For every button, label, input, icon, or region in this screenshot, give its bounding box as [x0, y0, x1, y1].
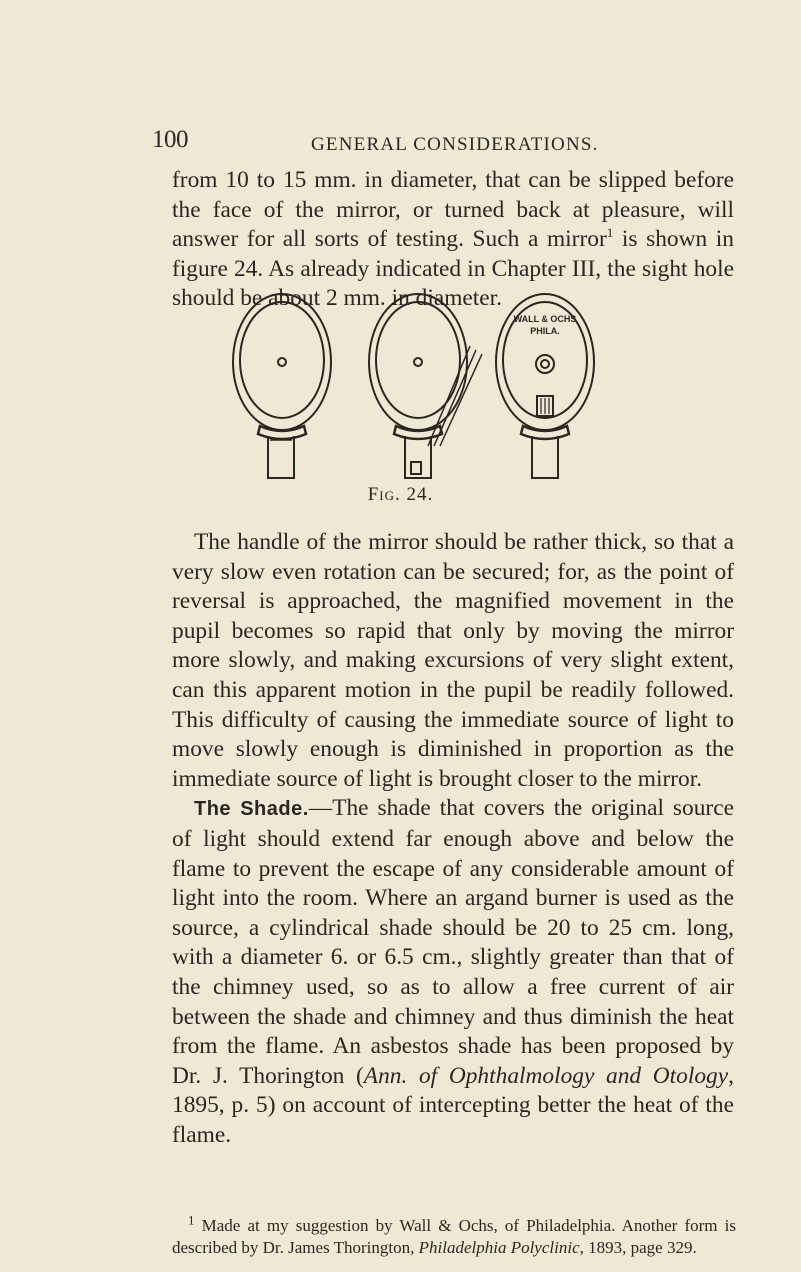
- footnote-text-a: Made at my suggestion by Wall & Ochs, of Philadelphia. Another form is described by Dr. James Thorington,: [172, 1216, 736, 1257]
- footnote-text-b: , 1893, page 329.: [579, 1238, 697, 1257]
- paragraph-2: The handle of the mirror should be rather thick, so that a very slow even rotation can be secured; for, as the point of reversal is approached, the magnified movement in the pupil becomes so rapid that only by moving the mirror more slowly, and making excursions of very slight extent, can this apparent motion in the pupil be readily followed. This difficulty of causing the immediate source of light to move slowly enough is diminished in proportion as the immediate source of light is brought closer to the mirror.: [172, 529, 734, 792]
- footnote: [172, 1212, 736, 1259]
- footnote-ref: 1: [606, 225, 614, 241]
- body-text: [172, 528, 734, 1150]
- mirror-2: [369, 294, 482, 478]
- footnote-marker: 1: [188, 1212, 195, 1228]
- footnote-citation: Philadelphia Polyclinic: [418, 1238, 580, 1257]
- paragraph-3-text-b: , 1895, p. 5) on account of intercepting better the heat of the flame.: [172, 1062, 734, 1148]
- citation-ann-ophthalmology: Ann. of Ophthalmology and Otology: [363, 1062, 729, 1089]
- figure-caption: Fig. 24.: [367, 484, 434, 505]
- section-heading-shade: The Shade.: [194, 798, 309, 821]
- running-head: GENERAL CONSIDERATIONS.: [311, 134, 599, 155]
- paragraph-1-text-b: is shown in figure 24. As already indicated in Chapter III, the sight hole should be about 2 mm. in diameter.: [172, 226, 734, 312]
- paragraph-3-text-a: —The shade that covers the original source of light should extend far enough above and below the flame to prevent the escape of any considerable amount of light into the room. Where an argand burner is used as the source, a cylindrical shade should be 20 to 25 cm. long, with a diameter 6. or 6.5 cm., slightly greater than that of the chimney used, so as to allow a free current of air between the shade and chimney and thus diminish the heat from the flame. An asbestos shade has been proposed by Dr. J. Thorington (: [172, 795, 734, 1089]
- stamp-line-2: PHILA.: [530, 326, 560, 336]
- stamp-line-1: WALL & OCHS: [513, 314, 577, 324]
- mirror-1: [233, 294, 331, 478]
- paragraph-1-text-a: from 10 to 15 mm. in diameter, that can be slipped before the face of the mirror, or turned back at pleasure, will answer for all sorts of testing. Such a mirror: [172, 167, 734, 253]
- page-number: 100: [152, 126, 188, 153]
- paragraph-3: [172, 794, 734, 1150]
- mirror-illustration: [230, 286, 600, 486]
- figure-24-mirrors: [230, 286, 600, 486]
